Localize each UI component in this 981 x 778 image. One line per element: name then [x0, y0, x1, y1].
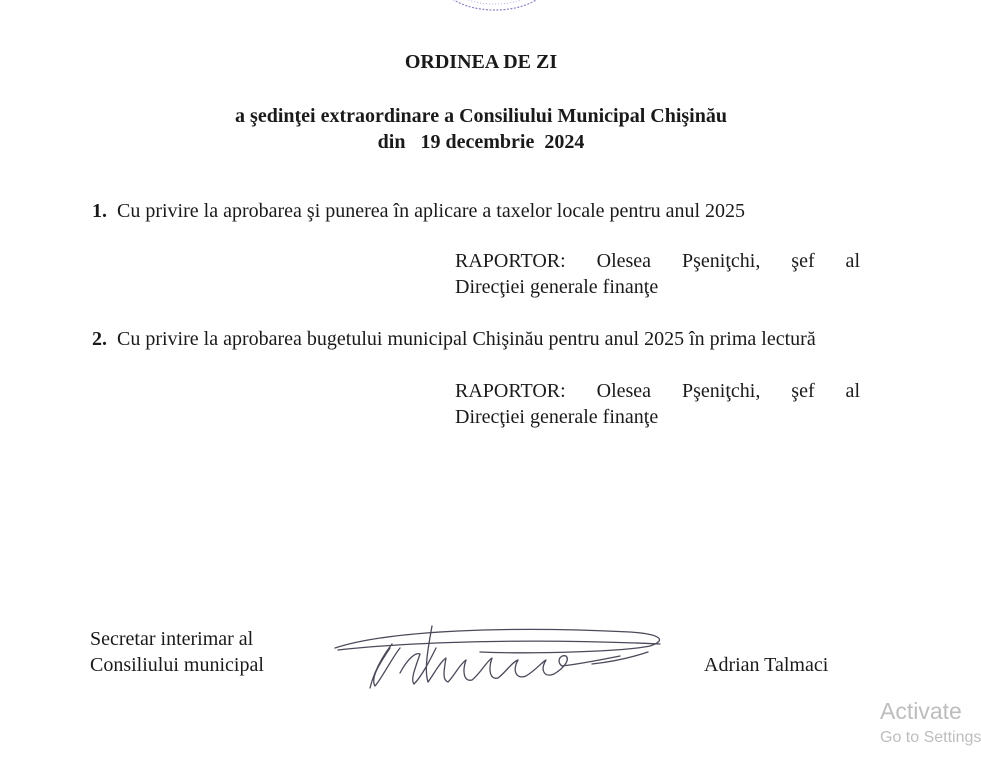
signatory-title-line-1: Secretar interimar al — [90, 628, 254, 650]
agenda-item-1-reporter — [455, 248, 860, 300]
agenda-item-number: 2. — [92, 328, 107, 350]
reporter-line-1: RAPORTOR: Olesea Pşeniţchi, şef al — [455, 250, 860, 272]
agenda-item-2-reporter — [455, 378, 860, 430]
document-title: ORDINEA DE ZI — [404, 51, 558, 73]
signatory-title-line-2: Consiliului municipal — [90, 654, 264, 676]
agenda-item-text: Cu privire la aprobarea bugetului municipal Chişinău pentru anul 2025 în prima lectură — [117, 328, 816, 350]
reporter-line-1: RAPORTOR: Olesea Pşeniţchi, şef al — [455, 380, 860, 402]
agenda-item-2 — [92, 326, 860, 352]
handwritten-signature-icon — [330, 618, 670, 698]
document-subtitle — [0, 103, 962, 155]
agenda-item-number: 1. — [92, 200, 107, 222]
watermark-line-2: Go to Settings — [880, 729, 981, 746]
stamp-seal-icon — [440, 0, 550, 14]
agenda-item-text: Cu privire la aprobarea şi punerea în aplicare a taxelor locale pentru anul 2025 — [117, 200, 746, 222]
signatory-title — [90, 626, 264, 678]
subtitle-line-2: din 19 decembrie 2024 — [377, 131, 585, 153]
activation-watermark — [880, 698, 981, 747]
reporter-line-2: Direcţiei generale finanţe — [455, 276, 659, 298]
subtitle-line-1: a şedinţei extraordinare a Consiliului Municipal Chişinău — [235, 105, 727, 127]
reporter-line-2: Direcţiei generale finanţe — [455, 406, 659, 428]
watermark-line-1: Activate — [880, 698, 962, 724]
signatory-name: Adrian Talmaci — [704, 654, 829, 676]
agenda-item-1 — [92, 198, 860, 224]
